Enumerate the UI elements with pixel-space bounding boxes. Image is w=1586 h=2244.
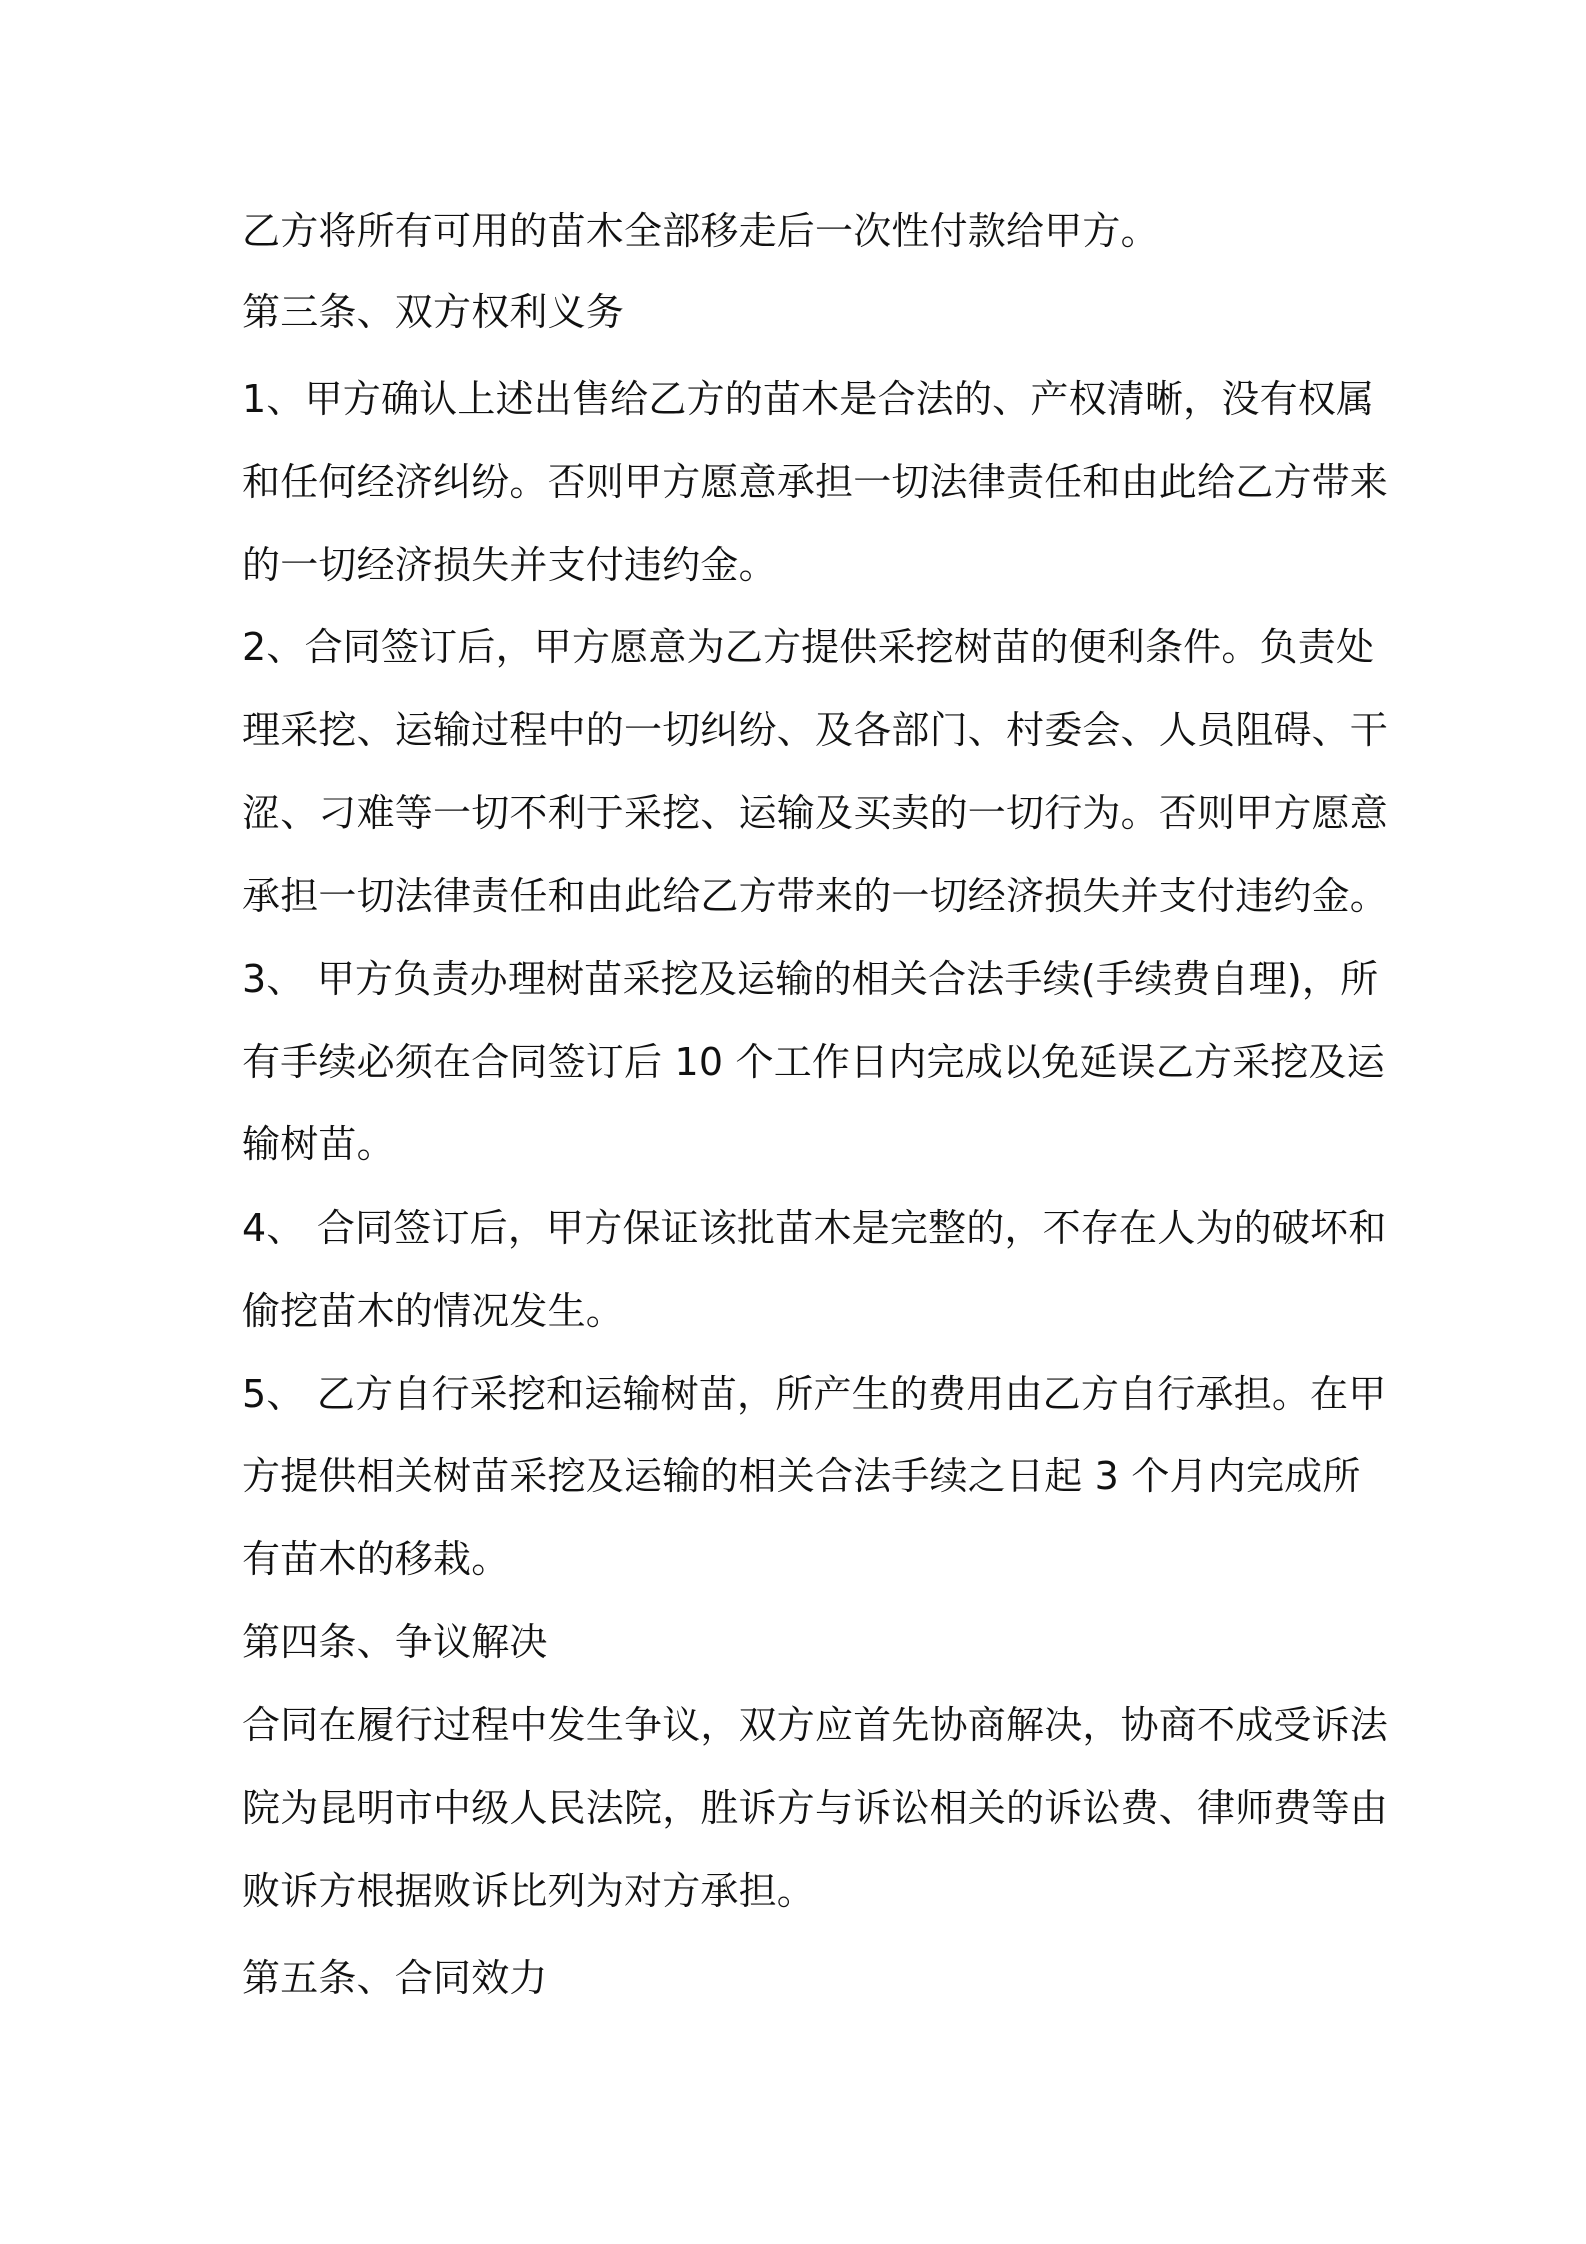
paragraph-line: 理采挖、运输过程中的一切纠纷、及各部门、村委会、人员阻碍、干 [242, 708, 1389, 752]
section-heading: 第五条、合同效力 [242, 1956, 548, 2000]
paragraph-line: 涩、刁难等一切不利于采挖、运输及买卖的一切行为。否则甲方愿意 [242, 791, 1389, 835]
section-heading: 第四条、争议解决 [242, 1620, 548, 1664]
paragraph-line: 3、 甲方负责办理树苗采挖及运输的相关合法手续(手续费自理)，所 [242, 957, 1379, 1001]
paragraph-line: 合同在履行过程中发生争议，双方应首先协商解决，协商不成受诉法 [242, 1703, 1389, 1747]
paragraph-line: 乙方将所有可用的苗木全部移走后一次性付款给甲方。 [242, 209, 1159, 253]
paragraph-line: 和任何经济纠纷。否则甲方愿意承担一切法律责任和由此给乙方带来 [242, 460, 1389, 504]
paragraph-line: 方提供相关树苗采挖及运输的相关合法手续之日起 3 个月内完成所 [242, 1454, 1361, 1498]
paragraph-line: 有手续必须在合同签订后 10 个工作日内完成以免延误乙方采挖及运 [242, 1040, 1385, 1084]
paragraph-line: 败诉方根据败诉比列为对方承担。 [242, 1869, 816, 1913]
paragraph-line: 承担一切法律责任和由此给乙方带来的一切经济损失并支付违约金。 [242, 874, 1389, 918]
paragraph-line: 院为昆明市中级人民法院，胜诉方与诉讼相关的诉讼费、律师费等由 [242, 1786, 1389, 1830]
paragraph-line: 4、 合同签订后，甲方保证该批苗木是完整的，不存在人为的破坏和 [242, 1206, 1387, 1250]
paragraph-line: 2、合同签订后，甲方愿意为乙方提供采挖树苗的便利条件。负责处 [242, 625, 1375, 669]
paragraph-line: 输树苗。 [242, 1122, 395, 1166]
section-heading: 第三条、双方权利义务 [242, 290, 625, 334]
paragraph-line: 5、 乙方自行采挖和运输树苗，所产生的费用由乙方自行承担。在甲 [242, 1372, 1387, 1416]
paragraph-line: 1、甲方确认上述出售给乙方的苗木是合法的、产权清晰，没有权属 [242, 377, 1375, 421]
paragraph-line: 的一切经济损失并支付违约金。 [242, 543, 777, 587]
paragraph-line: 有苗木的移栽。 [242, 1537, 510, 1581]
paragraph-line: 偷挖苗木的情况发生。 [242, 1289, 625, 1333]
